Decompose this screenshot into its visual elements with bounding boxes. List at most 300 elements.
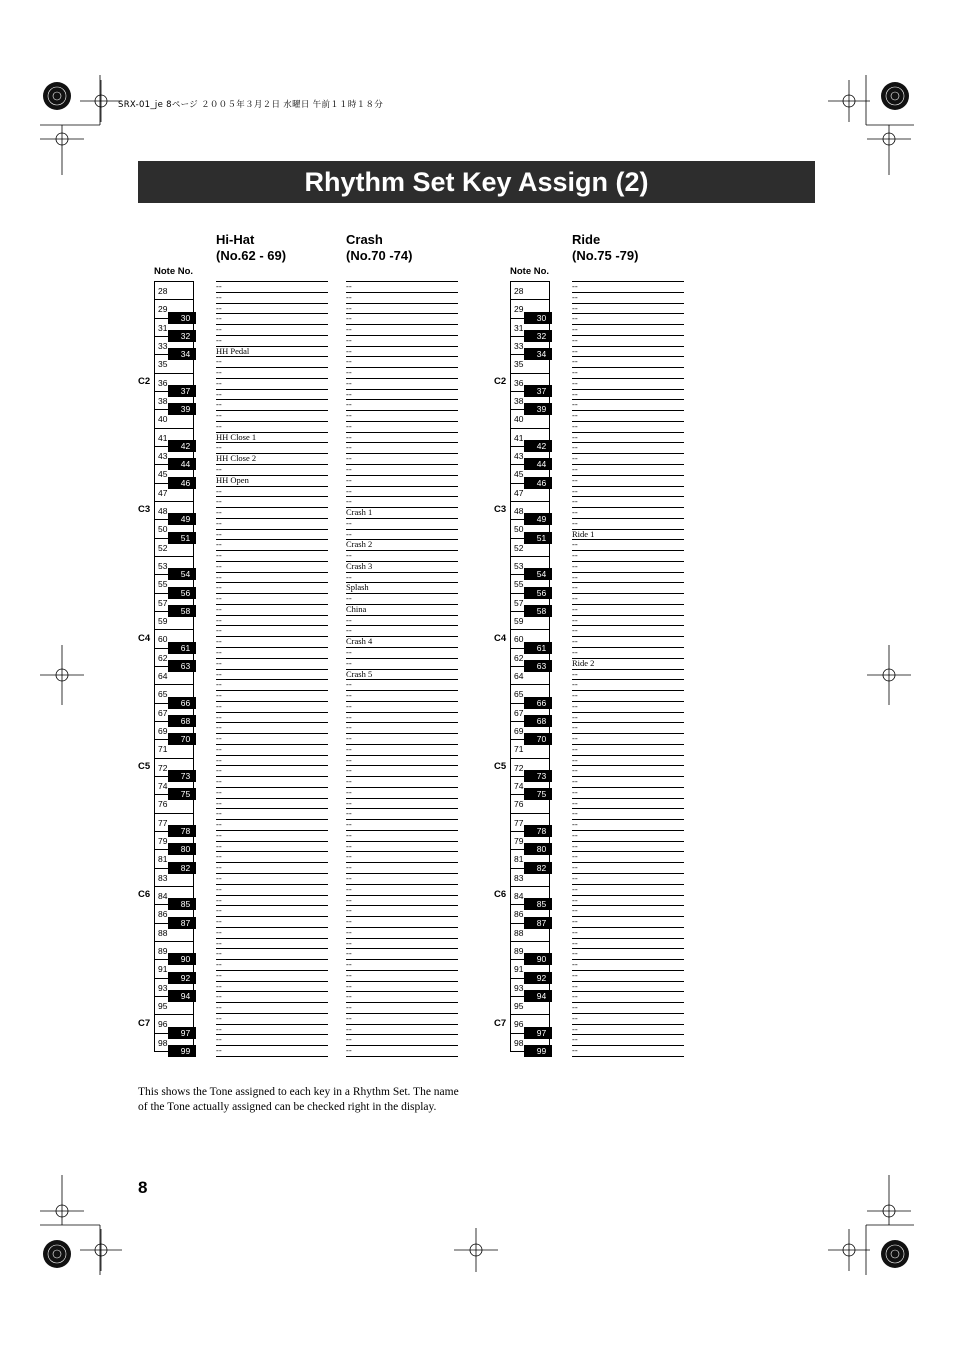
hihat-row-60: -- bbox=[216, 625, 328, 637]
white-key-40: 40 bbox=[510, 409, 550, 428]
white-key-86: 86 bbox=[154, 904, 194, 923]
white-key-67: 67 bbox=[510, 703, 550, 722]
black-key-42: 42 bbox=[168, 440, 196, 452]
black-key-34: 34 bbox=[168, 348, 196, 360]
hihat-row-69: -- bbox=[216, 722, 328, 734]
black-key-61: 61 bbox=[168, 642, 196, 654]
black-key-68: 68 bbox=[168, 715, 196, 727]
ride-row-68: -- bbox=[572, 712, 684, 724]
ride-row-38: -- bbox=[572, 389, 684, 401]
white-key-71: 71 bbox=[510, 739, 550, 758]
hihat-row-96: -- bbox=[216, 1013, 328, 1025]
ride-row-91: -- bbox=[572, 959, 684, 971]
hihat-row-56: -- bbox=[216, 582, 328, 594]
octave-label-c7: C7 bbox=[494, 1017, 507, 1029]
crash-row-98: -- bbox=[346, 1034, 458, 1046]
white-key-41: 41 bbox=[154, 428, 194, 447]
ride-row-43: -- bbox=[572, 442, 684, 454]
white-key-35: 35 bbox=[154, 354, 194, 373]
white-key-43: 43 bbox=[154, 446, 194, 465]
hihat-row-44: HH Close 2 bbox=[216, 453, 328, 465]
crash-row-38: -- bbox=[346, 389, 458, 401]
hihat-row-39: -- bbox=[216, 399, 328, 411]
ride-row-74: -- bbox=[572, 776, 684, 788]
crash-row-95: -- bbox=[346, 1002, 458, 1014]
black-key-80: 80 bbox=[524, 843, 552, 855]
ride-heading: Ride (No.75 -79) bbox=[572, 232, 639, 263]
ride-row-98: -- bbox=[572, 1034, 684, 1046]
crash-row-70: -- bbox=[346, 733, 458, 745]
hihat-row-99: -- bbox=[216, 1045, 328, 1057]
crash-row-61: Crash 4 bbox=[346, 636, 458, 648]
black-key-90: 90 bbox=[168, 953, 196, 965]
white-key-47: 47 bbox=[510, 483, 550, 502]
white-key-95: 95 bbox=[510, 996, 550, 1015]
crash-row-78: -- bbox=[346, 819, 458, 831]
crash-row-34: -- bbox=[346, 346, 458, 358]
hihat-row-49: -- bbox=[216, 507, 328, 519]
white-key-29: 29 bbox=[510, 299, 550, 318]
ride-row-99: -- bbox=[572, 1045, 684, 1057]
black-key-73: 73 bbox=[524, 770, 552, 782]
ride-row-53: -- bbox=[572, 550, 684, 562]
crash-row-82: -- bbox=[346, 862, 458, 874]
white-key-41: 41 bbox=[510, 428, 550, 447]
ride-row-32: -- bbox=[572, 324, 684, 336]
hihat-row-33: -- bbox=[216, 335, 328, 347]
ride-row-44: -- bbox=[572, 453, 684, 465]
hihat-row-98: -- bbox=[216, 1034, 328, 1046]
ride-row-31: -- bbox=[572, 313, 684, 325]
ride-row-69: -- bbox=[572, 722, 684, 734]
hihat-row-67: -- bbox=[216, 701, 328, 713]
hihat-row-41: -- bbox=[216, 421, 328, 433]
black-key-82: 82 bbox=[524, 862, 552, 874]
white-key-48: 48 bbox=[510, 501, 550, 520]
hihat-row-55: -- bbox=[216, 572, 328, 584]
ride-row-46: -- bbox=[572, 475, 684, 487]
white-key-91: 91 bbox=[154, 959, 194, 978]
ride-row-60: -- bbox=[572, 625, 684, 637]
black-key-99: 99 bbox=[168, 1045, 196, 1057]
hihat-row-70: -- bbox=[216, 733, 328, 745]
page-number: 8 bbox=[138, 1178, 148, 1197]
note-no-label-right: Note No. bbox=[510, 266, 550, 277]
ride-row-55: -- bbox=[572, 572, 684, 584]
octave-label-c6: C6 bbox=[494, 889, 507, 901]
black-key-92: 92 bbox=[524, 972, 552, 984]
white-key-89: 89 bbox=[510, 941, 550, 960]
crash-row-39: -- bbox=[346, 399, 458, 411]
crash-row-83: -- bbox=[346, 873, 458, 885]
black-key-39: 39 bbox=[524, 403, 552, 415]
crash-row-68: -- bbox=[346, 712, 458, 724]
hihat-row-64: -- bbox=[216, 669, 328, 681]
white-key-28: 28 bbox=[510, 281, 550, 300]
white-key-62: 62 bbox=[154, 648, 194, 667]
ride-row-81: -- bbox=[572, 851, 684, 863]
hihat-row-88: -- bbox=[216, 927, 328, 939]
ride-row-41: -- bbox=[572, 421, 684, 433]
black-key-58: 58 bbox=[524, 605, 552, 617]
hihat-row-35: -- bbox=[216, 356, 328, 368]
hihat-row-50: -- bbox=[216, 518, 328, 530]
white-key-69: 69 bbox=[510, 721, 550, 740]
black-key-78: 78 bbox=[168, 825, 196, 837]
white-key-38: 38 bbox=[510, 391, 550, 410]
black-key-70: 70 bbox=[524, 733, 552, 745]
crash-row-91: -- bbox=[346, 959, 458, 971]
white-key-64: 64 bbox=[154, 666, 194, 685]
octave-label-c2: C2 bbox=[138, 375, 151, 387]
hihat-row-40: -- bbox=[216, 410, 328, 422]
white-key-60: 60 bbox=[510, 629, 550, 648]
hihat-row-53: -- bbox=[216, 550, 328, 562]
black-key-51: 51 bbox=[168, 532, 196, 544]
black-key-49: 49 bbox=[524, 513, 552, 525]
octave-label-c3: C3 bbox=[494, 504, 507, 516]
crash-row-99: -- bbox=[346, 1045, 458, 1057]
white-key-36: 36 bbox=[154, 373, 194, 392]
black-key-99: 99 bbox=[524, 1045, 552, 1057]
hihat-row-80: -- bbox=[216, 841, 328, 853]
hihat-row-77: -- bbox=[216, 808, 328, 820]
black-key-42: 42 bbox=[524, 440, 552, 452]
crash-row-40: -- bbox=[346, 410, 458, 422]
crash-row-53: -- bbox=[346, 550, 458, 562]
crash-row-69: -- bbox=[346, 722, 458, 734]
ride-row-78: -- bbox=[572, 819, 684, 831]
black-key-73: 73 bbox=[168, 770, 196, 782]
crash-row-48: -- bbox=[346, 496, 458, 508]
white-key-67: 67 bbox=[154, 703, 194, 722]
black-key-54: 54 bbox=[524, 568, 552, 580]
white-key-65: 65 bbox=[154, 684, 194, 703]
ride-row-48: -- bbox=[572, 496, 684, 508]
hihat-row-47: -- bbox=[216, 486, 328, 498]
hihat-row-94: -- bbox=[216, 991, 328, 1003]
ride-row-82: -- bbox=[572, 862, 684, 874]
hihat-row-95: -- bbox=[216, 1002, 328, 1014]
crash-row-33: -- bbox=[346, 335, 458, 347]
hihat-row-91: -- bbox=[216, 959, 328, 971]
white-key-69: 69 bbox=[154, 721, 194, 740]
white-key-52: 52 bbox=[154, 538, 194, 557]
crash-row-59: -- bbox=[346, 615, 458, 627]
crash-row-92: -- bbox=[346, 970, 458, 982]
crash-row-72: -- bbox=[346, 755, 458, 767]
black-key-49: 49 bbox=[168, 513, 196, 525]
page-title: Rhythm Set Key Assign (2) bbox=[138, 161, 815, 203]
hihat-row-38: -- bbox=[216, 389, 328, 401]
crash-row-93: -- bbox=[346, 981, 458, 993]
crash-row-58: China bbox=[346, 604, 458, 616]
ride-row-97: -- bbox=[572, 1024, 684, 1036]
crash-row-50: -- bbox=[346, 518, 458, 530]
hihat-row-29: -- bbox=[216, 292, 328, 304]
ride-row-37: -- bbox=[572, 378, 684, 390]
crash-row-74: -- bbox=[346, 776, 458, 788]
white-key-91: 91 bbox=[510, 959, 550, 978]
note-no-label-left: Note No. bbox=[154, 266, 194, 277]
white-key-57: 57 bbox=[154, 593, 194, 612]
ride-row-40: -- bbox=[572, 410, 684, 422]
black-key-87: 87 bbox=[524, 917, 552, 929]
white-key-98: 98 bbox=[154, 1033, 194, 1052]
hihat-row-87: -- bbox=[216, 916, 328, 928]
footnote-text: This shows the Tone assigned to each key in a Rhythm Set. The name of the Tone actually assigned can be checked right in the display. bbox=[138, 1086, 459, 1113]
black-key-70: 70 bbox=[168, 733, 196, 745]
white-key-28: 28 bbox=[154, 281, 194, 300]
crash-row-44: -- bbox=[346, 453, 458, 465]
white-key-84: 84 bbox=[154, 886, 194, 905]
crash-row-94: -- bbox=[346, 991, 458, 1003]
black-key-44: 44 bbox=[524, 458, 552, 470]
hihat-row-93: -- bbox=[216, 981, 328, 993]
white-key-60: 60 bbox=[154, 629, 194, 648]
hihat-row-74: -- bbox=[216, 776, 328, 788]
hihat-row-76: -- bbox=[216, 798, 328, 810]
black-key-30: 30 bbox=[168, 312, 196, 324]
white-key-79: 79 bbox=[154, 831, 194, 850]
hihat-row-45: -- bbox=[216, 464, 328, 476]
white-key-45: 45 bbox=[510, 464, 550, 483]
hihat-row-72: -- bbox=[216, 755, 328, 767]
hihat-row-42: HH Close 1 bbox=[216, 432, 328, 444]
hihat-row-31: -- bbox=[216, 313, 328, 325]
crash-row-49: Crash 1 bbox=[346, 507, 458, 519]
ride-row-62: -- bbox=[572, 647, 684, 659]
white-key-62: 62 bbox=[510, 648, 550, 667]
crash-row-97: -- bbox=[346, 1024, 458, 1036]
crash-row-60: -- bbox=[346, 625, 458, 637]
white-key-71: 71 bbox=[154, 739, 194, 758]
black-key-46: 46 bbox=[524, 477, 552, 489]
crash-row-90: -- bbox=[346, 948, 458, 960]
white-key-96: 96 bbox=[154, 1014, 194, 1033]
crash-row-87: -- bbox=[346, 916, 458, 928]
octave-label-c6: C6 bbox=[138, 889, 151, 901]
white-key-88: 88 bbox=[154, 923, 194, 942]
white-key-96: 96 bbox=[510, 1014, 550, 1033]
white-key-72: 72 bbox=[154, 758, 194, 777]
hihat-row-57: -- bbox=[216, 593, 328, 605]
crash-row-45: -- bbox=[346, 464, 458, 476]
white-key-33: 33 bbox=[510, 336, 550, 355]
black-key-39: 39 bbox=[168, 403, 196, 415]
crash-row-36: -- bbox=[346, 367, 458, 379]
hihat-row-52: -- bbox=[216, 539, 328, 551]
hihat-row-32: -- bbox=[216, 324, 328, 336]
ride-row-58: -- bbox=[572, 604, 684, 616]
hihat-row-65: -- bbox=[216, 679, 328, 691]
white-key-74: 74 bbox=[154, 776, 194, 795]
black-key-66: 66 bbox=[524, 697, 552, 709]
white-key-65: 65 bbox=[510, 684, 550, 703]
black-key-51: 51 bbox=[524, 532, 552, 544]
crash-row-28: -- bbox=[346, 281, 458, 293]
hihat-row-62: -- bbox=[216, 647, 328, 659]
white-key-43: 43 bbox=[510, 446, 550, 465]
octave-label-c7: C7 bbox=[138, 1017, 151, 1029]
hihat-row-68: -- bbox=[216, 712, 328, 724]
hihat-row-73: -- bbox=[216, 765, 328, 777]
white-key-50: 50 bbox=[510, 519, 550, 538]
crash-row-32: -- bbox=[346, 324, 458, 336]
black-key-80: 80 bbox=[168, 843, 196, 855]
crash-row-51: -- bbox=[346, 529, 458, 541]
ride-row-54: -- bbox=[572, 561, 684, 573]
black-key-87: 87 bbox=[168, 917, 196, 929]
black-key-44: 44 bbox=[168, 458, 196, 470]
crash-row-35: -- bbox=[346, 356, 458, 368]
hihat-row-30: -- bbox=[216, 303, 328, 315]
white-key-35: 35 bbox=[510, 354, 550, 373]
ride-row-42: -- bbox=[572, 432, 684, 444]
black-key-68: 68 bbox=[524, 715, 552, 727]
black-key-37: 37 bbox=[168, 385, 196, 397]
white-key-47: 47 bbox=[154, 483, 194, 502]
ride-row-75: -- bbox=[572, 787, 684, 799]
white-key-31: 31 bbox=[510, 318, 550, 337]
white-key-48: 48 bbox=[154, 501, 194, 520]
crash-row-54: Crash 3 bbox=[346, 561, 458, 573]
black-key-56: 56 bbox=[524, 587, 552, 599]
black-key-97: 97 bbox=[524, 1027, 552, 1039]
ride-row-80: -- bbox=[572, 841, 684, 853]
ride-row-93: -- bbox=[572, 981, 684, 993]
white-key-59: 59 bbox=[510, 611, 550, 630]
ride-row-33: -- bbox=[572, 335, 684, 347]
white-key-52: 52 bbox=[510, 538, 550, 557]
ride-row-64: -- bbox=[572, 669, 684, 681]
ride-row-67: -- bbox=[572, 701, 684, 713]
crash-row-41: -- bbox=[346, 421, 458, 433]
ride-row-85: -- bbox=[572, 895, 684, 907]
black-key-92: 92 bbox=[168, 972, 196, 984]
hihat-row-34: HH Pedal bbox=[216, 346, 328, 358]
black-key-94: 94 bbox=[524, 990, 552, 1002]
ride-row-28: -- bbox=[572, 281, 684, 293]
black-key-63: 63 bbox=[524, 660, 552, 672]
ride-row-95: -- bbox=[572, 1002, 684, 1014]
white-key-59: 59 bbox=[154, 611, 194, 630]
white-key-55: 55 bbox=[154, 574, 194, 593]
crash-row-64: Crash 5 bbox=[346, 669, 458, 681]
crash-row-79: -- bbox=[346, 830, 458, 842]
ride-row-87: -- bbox=[572, 916, 684, 928]
white-key-81: 81 bbox=[154, 849, 194, 868]
black-key-82: 82 bbox=[168, 862, 196, 874]
crash-row-75: -- bbox=[346, 787, 458, 799]
ride-row-29: -- bbox=[572, 292, 684, 304]
ride-row-70: -- bbox=[572, 733, 684, 745]
white-key-50: 50 bbox=[154, 519, 194, 538]
white-key-40: 40 bbox=[154, 409, 194, 428]
white-key-93: 93 bbox=[510, 978, 550, 997]
ride-row-71: -- bbox=[572, 744, 684, 756]
crash-row-85: -- bbox=[346, 895, 458, 907]
black-key-85: 85 bbox=[168, 898, 196, 910]
black-key-46: 46 bbox=[168, 477, 196, 489]
hihat-row-46: HH Open bbox=[216, 475, 328, 487]
white-key-45: 45 bbox=[154, 464, 194, 483]
hihat-heading: Hi-Hat (No.62 - 69) bbox=[216, 232, 287, 263]
hihat-row-61: -- bbox=[216, 636, 328, 648]
white-key-83: 83 bbox=[154, 868, 194, 887]
white-key-77: 77 bbox=[510, 813, 550, 832]
crash-row-62: -- bbox=[346, 647, 458, 659]
ride-row-94: -- bbox=[572, 991, 684, 1003]
crash-row-43: -- bbox=[346, 442, 458, 454]
white-key-57: 57 bbox=[510, 593, 550, 612]
crash-row-96: -- bbox=[346, 1013, 458, 1025]
crash-row-52: Crash 2 bbox=[346, 539, 458, 551]
crash-row-80: -- bbox=[346, 841, 458, 853]
hihat-row-66: -- bbox=[216, 690, 328, 702]
crash-row-81: -- bbox=[346, 851, 458, 863]
octave-label-c5: C5 bbox=[138, 760, 151, 772]
black-key-30: 30 bbox=[524, 312, 552, 324]
octave-label-c2: C2 bbox=[494, 375, 507, 387]
hihat-row-78: -- bbox=[216, 819, 328, 831]
ride-row-51: Ride 1 bbox=[572, 529, 684, 541]
ride-row-73: -- bbox=[572, 765, 684, 777]
ride-row-61: -- bbox=[572, 636, 684, 648]
crash-row-37: -- bbox=[346, 378, 458, 390]
white-key-29: 29 bbox=[154, 299, 194, 318]
ride-row-63: Ride 2 bbox=[572, 658, 684, 670]
ride-row-49: -- bbox=[572, 507, 684, 519]
black-key-85: 85 bbox=[524, 898, 552, 910]
crash-row-47: -- bbox=[346, 486, 458, 498]
white-key-76: 76 bbox=[510, 794, 550, 813]
white-key-36: 36 bbox=[510, 373, 550, 392]
hihat-row-86: -- bbox=[216, 905, 328, 917]
ride-row-36: -- bbox=[572, 367, 684, 379]
black-key-90: 90 bbox=[524, 953, 552, 965]
black-key-75: 75 bbox=[168, 788, 196, 800]
crash-row-88: -- bbox=[346, 927, 458, 939]
crash-row-30: -- bbox=[346, 303, 458, 315]
crash-row-67: -- bbox=[346, 701, 458, 713]
crash-row-65: -- bbox=[346, 679, 458, 691]
hihat-row-54: -- bbox=[216, 561, 328, 573]
ride-row-96: -- bbox=[572, 1013, 684, 1025]
hihat-row-51: -- bbox=[216, 529, 328, 541]
crash-row-63: -- bbox=[346, 658, 458, 670]
crash-row-71: -- bbox=[346, 744, 458, 756]
hihat-row-85: -- bbox=[216, 895, 328, 907]
ride-row-66: -- bbox=[572, 690, 684, 702]
black-key-94: 94 bbox=[168, 990, 196, 1002]
crash-row-86: -- bbox=[346, 905, 458, 917]
octave-label-c5: C5 bbox=[494, 760, 507, 772]
ride-row-35: -- bbox=[572, 356, 684, 368]
crash-row-76: -- bbox=[346, 798, 458, 810]
black-key-75: 75 bbox=[524, 788, 552, 800]
white-key-77: 77 bbox=[154, 813, 194, 832]
black-key-56: 56 bbox=[168, 587, 196, 599]
hihat-row-71: -- bbox=[216, 744, 328, 756]
crash-row-29: -- bbox=[346, 292, 458, 304]
hihat-row-90: -- bbox=[216, 948, 328, 960]
black-key-66: 66 bbox=[168, 697, 196, 709]
black-key-61: 61 bbox=[524, 642, 552, 654]
ride-row-86: -- bbox=[572, 905, 684, 917]
hihat-row-59: -- bbox=[216, 615, 328, 627]
white-key-86: 86 bbox=[510, 904, 550, 923]
